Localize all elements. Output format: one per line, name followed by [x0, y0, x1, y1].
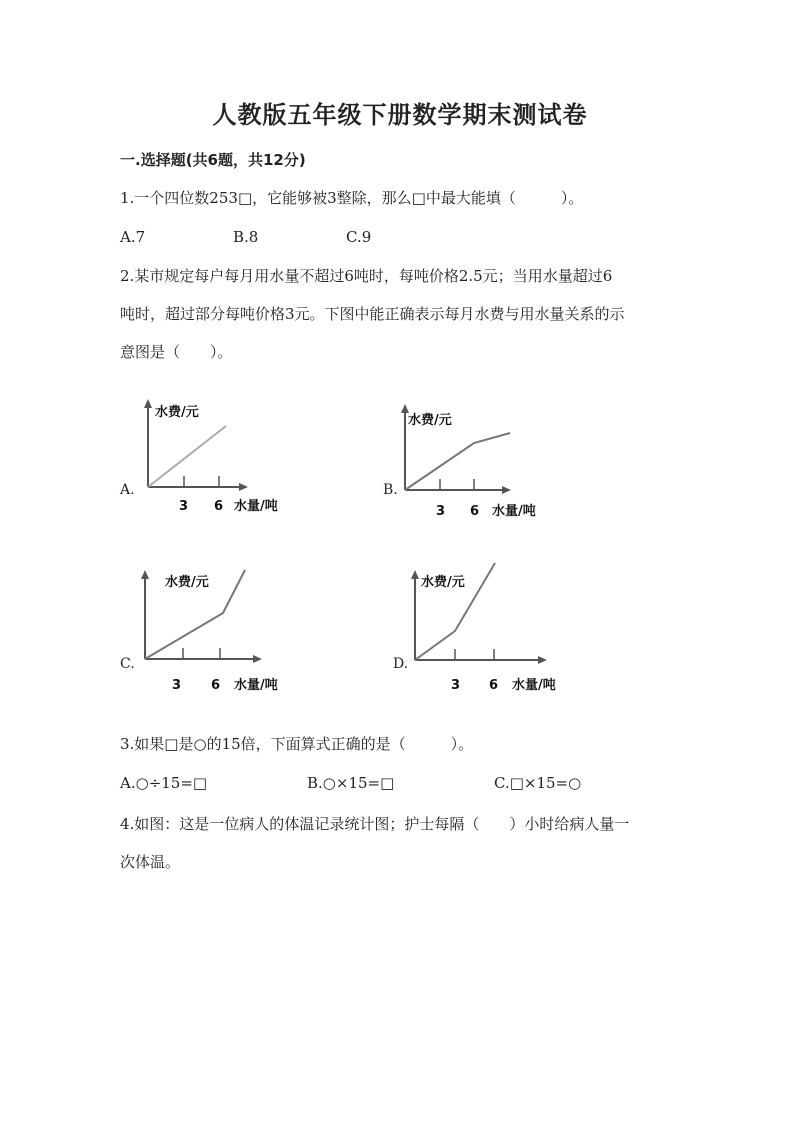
question-3-option-b: B.○×15=□	[307, 774, 395, 792]
question-2-line-1: 2.某市规定每户每月用水量不超过6吨时，每吨价格2.5元；当用水量超过6	[120, 267, 613, 285]
graph-a-tick-label-3: 3	[179, 499, 189, 514]
question-4-line-2: 次体温。	[120, 853, 181, 871]
question-1-option-b: B.8	[233, 228, 259, 246]
question-1-text: 1.一个四位数253□，它能够被3整除，那么□中最大能填（ ）。	[120, 189, 584, 207]
graph-d-tick-label-3: 3	[451, 678, 461, 693]
graph-option-b	[378, 400, 568, 525]
question-3-text: 3.如果□是○的15倍，下面算式正确的是（ ）。	[120, 735, 474, 753]
graph-b-ylabel: 水费/元	[408, 413, 452, 428]
graph-d-tick-label-6: 6	[489, 678, 499, 693]
graph-a-ylabel: 水费/元	[155, 405, 199, 420]
page-title: 人教版五年级下册数学期末测试卷	[212, 100, 588, 129]
graph-b-line	[405, 433, 510, 490]
graph-b-tick-label-3: 3	[436, 504, 446, 519]
graph-d-xlabel: 水量/吨	[512, 678, 556, 693]
graph-a-label: A.	[120, 482, 135, 498]
graph-b-tick-label-6: 6	[470, 504, 480, 519]
question-2-line-3: 意图是（ ）。	[120, 343, 233, 361]
graph-a-tick-label-6: 6	[214, 499, 224, 514]
graph-b-label: B.	[383, 482, 398, 498]
graph-option-c	[115, 565, 305, 695]
graph-a-line	[148, 426, 226, 487]
graph-c-tick-label-3: 3	[172, 678, 182, 693]
graph-d-x-arrow	[538, 656, 547, 664]
question-1-option-a: A.7	[120, 228, 146, 246]
graph-d-y-arrow	[411, 570, 419, 579]
graph-c-label: C.	[120, 656, 135, 672]
graph-option-d	[388, 560, 578, 695]
graph-d-label: D.	[393, 656, 409, 672]
graph-c-tick-label-6: 6	[211, 678, 221, 693]
graph-c-x-arrow	[253, 655, 262, 663]
graph-a-xlabel: 水量/吨	[234, 499, 278, 514]
graph-option-a	[115, 395, 305, 520]
graph-c-xlabel: 水量/吨	[234, 678, 278, 693]
graph-c-ylabel: 水费/元	[165, 575, 209, 590]
question-3-option-c: C.□×15=○	[494, 774, 582, 792]
graph-a-x-arrow	[239, 483, 248, 491]
graph-b-y-arrow	[401, 404, 409, 413]
graph-b-x-arrow	[502, 486, 511, 494]
section-heading: 一.选择题(共6题，共12分)	[120, 151, 306, 169]
question-1-option-c: C.9	[346, 228, 372, 246]
question-2-line-2: 吨时，超过部分每吨价格3元。下图中能正确表示每月水费与用水量关系的示	[120, 305, 625, 323]
question-4-line-1: 4.如图：这是一位病人的体温记录统计图；护士每隔（ ）小时给病人量一	[120, 815, 630, 833]
graph-b-xlabel: 水量/吨	[492, 504, 536, 519]
graph-a-y-arrow	[144, 399, 152, 408]
graph-c-y-arrow	[141, 570, 149, 579]
graph-d-ylabel: 水费/元	[421, 575, 465, 590]
question-3-option-a: A.○÷15=□	[120, 774, 208, 792]
